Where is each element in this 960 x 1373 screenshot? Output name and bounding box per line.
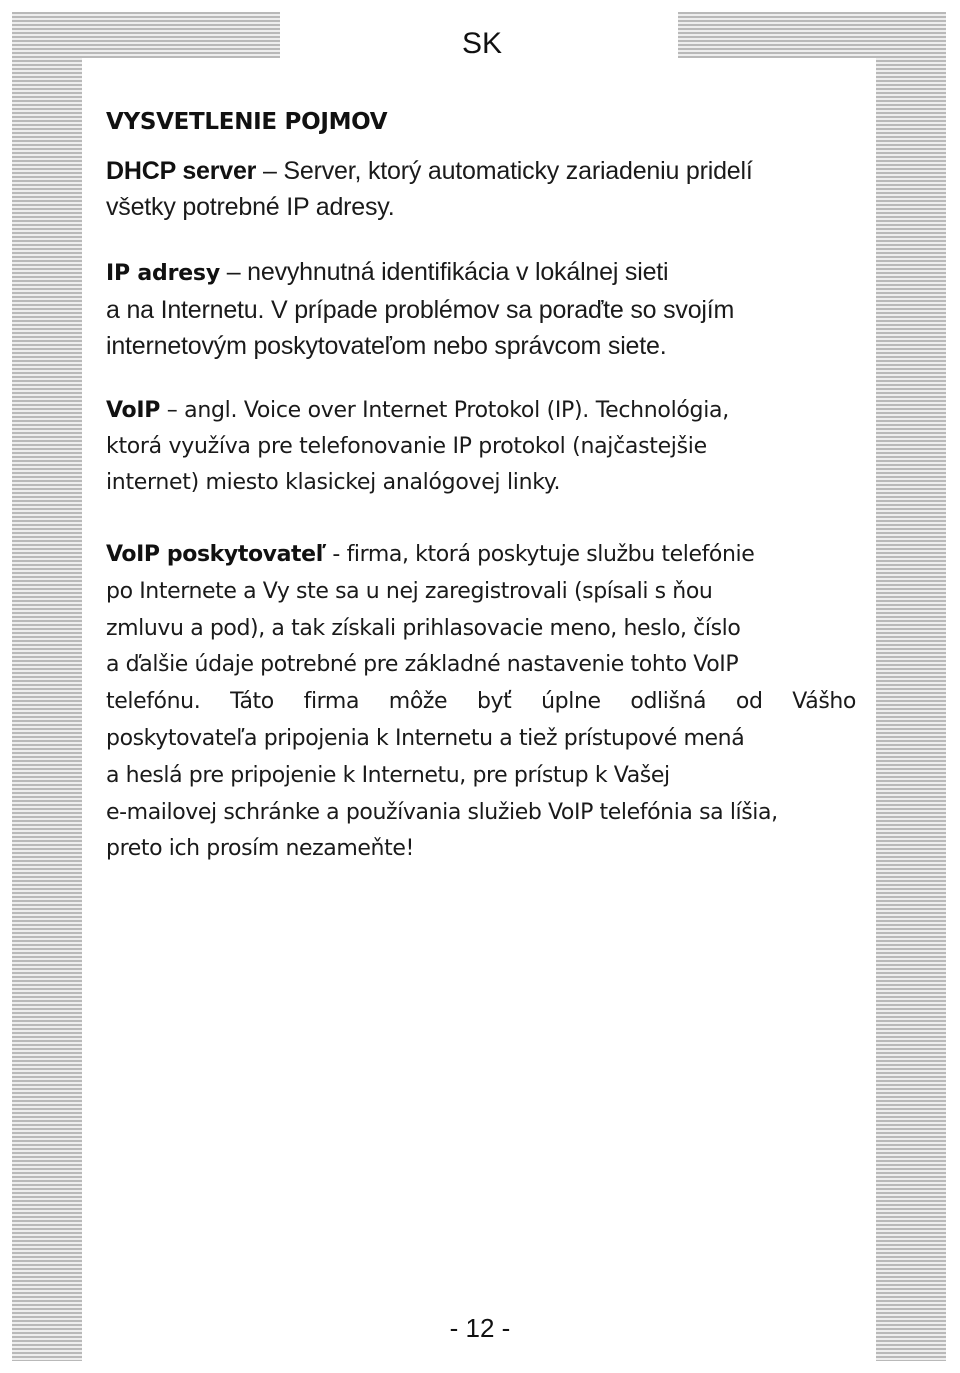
term-voip-line-2: ktorá využíva pre telefonovanie IP protokol (najčastejšie: [106, 434, 707, 459]
section-title: VYSVETLENIE POJMOV: [106, 109, 388, 135]
term-ip-text: – nevyhnutná identifikácia v lokálnej sieti: [219, 258, 669, 286]
term-voip-provider-line-4: a ďalšie údaje potrebné pre základné nastavenie tohto VoIP: [106, 652, 739, 678]
word: telefónu.: [106, 689, 201, 715]
term-voip-provider-line-5: [106, 684, 856, 721]
term-voip-text: – angl. Voice over Internet Protokol (IP). Technológia,: [160, 398, 729, 423]
term-dhcp: [106, 153, 856, 225]
word: úplne: [541, 689, 601, 715]
word: odlišná: [630, 689, 707, 715]
term-ip-line-2: a na Internetu. V prípade problémov sa poraďte so svojím: [106, 296, 735, 324]
term-dhcp-name: DHCP server: [106, 157, 257, 185]
word: Táto: [230, 689, 274, 715]
word: byť: [476, 689, 512, 715]
term-voip-line-1: [106, 393, 856, 429]
word: môže: [388, 689, 448, 715]
term-ip-name: IP adresy: [106, 261, 220, 286]
document-body: [106, 104, 856, 868]
term-voip-provider-line-1: [106, 537, 856, 574]
term-voip-line-3: internet) miesto klasickej analógovej linky.: [106, 470, 561, 495]
term-dhcp-line-2: všetky potrebné IP adresy.: [106, 193, 395, 221]
term-dhcp-line-1: [106, 153, 856, 189]
word: od: [735, 689, 763, 715]
term-voip-provider-line-9: preto ich prosím nezameňte!: [106, 836, 414, 862]
term-voip-name: VoIP: [106, 398, 161, 423]
term-ip-line-3: internetovým poskytovateľom nebo správcom siete.: [106, 332, 667, 360]
word: firma: [303, 689, 360, 715]
page-number: - 12 -: [449, 1313, 511, 1343]
term-voip-provider-line-6: poskytovateľa pripojenia k Internetu a tiež prístupové mená: [106, 725, 745, 751]
term-voip-provider-line-2: po Internete a Vy ste sa u nej zaregistrovali (spísali s ňou: [106, 578, 713, 604]
term-voip: [106, 393, 856, 501]
term-voip-provider-line-8: e-mailovej schránke a používania služieb VoIP telefónia sa líšia,: [106, 799, 778, 825]
term-ip: [106, 254, 856, 364]
term-voip-provider-line-3: zmluvu a pod), a tak získali prihlasovacie meno, heslo, číslo: [106, 615, 741, 641]
term-voip-provider-name: VoIP poskytovateľ: [106, 542, 326, 567]
term-voip-provider-line-7: a heslá pre pripojenie k Internetu, pre prístup k Vašej: [106, 762, 670, 788]
term-voip-provider: [106, 537, 856, 868]
language-code: SK: [462, 27, 503, 60]
word: Vášho: [792, 689, 856, 715]
term-voip-provider-text: - firma, ktorá poskytuje službu telefónie: [325, 542, 755, 567]
term-dhcp-text: – Server, ktorý automaticky zariadeniu pridelí: [256, 157, 753, 185]
term-ip-line-1: [106, 254, 856, 292]
